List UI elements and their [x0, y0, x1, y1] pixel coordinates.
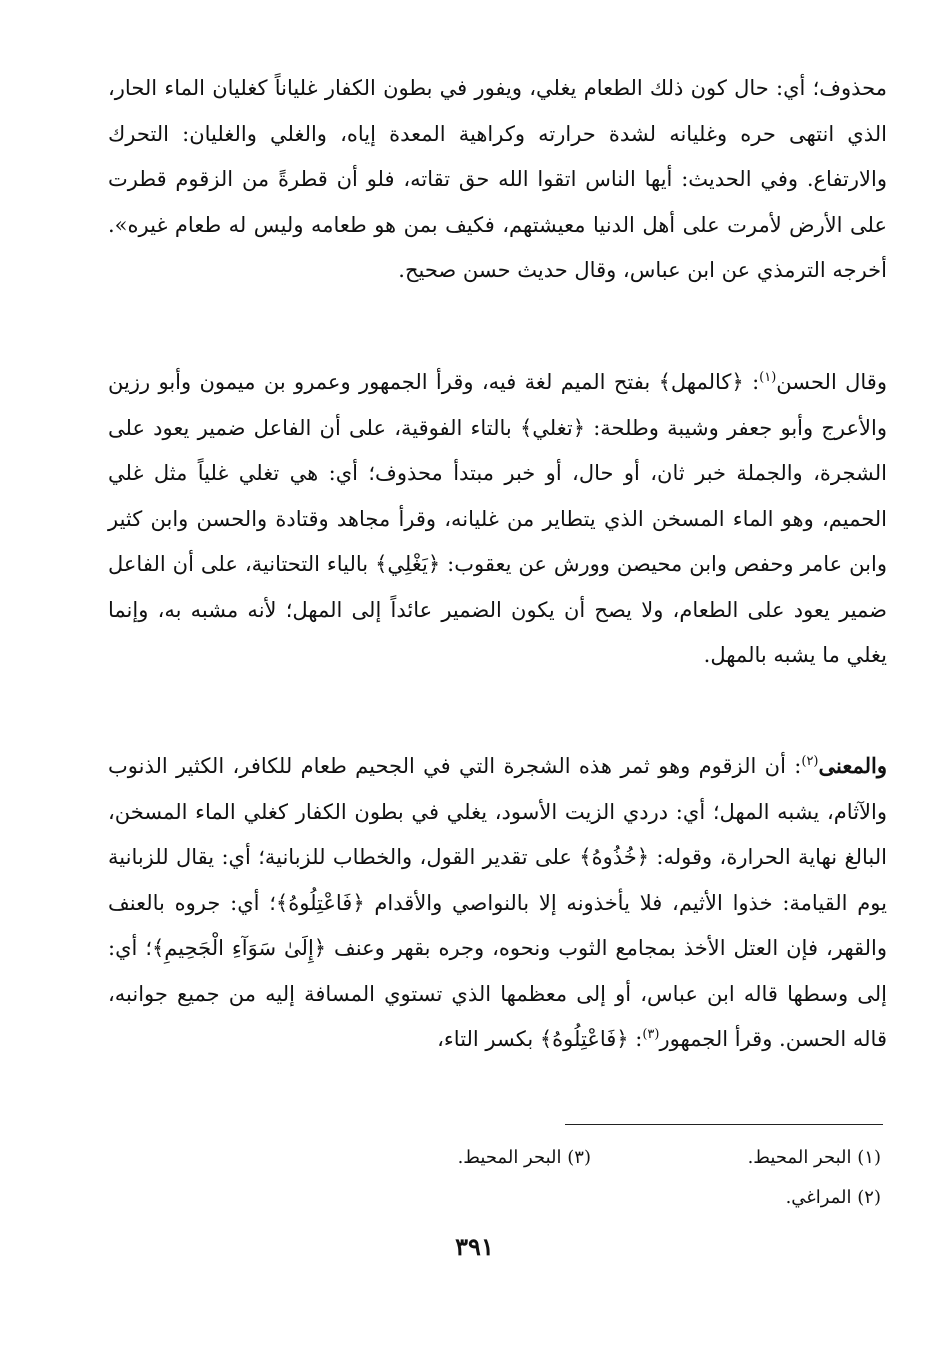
paragraph-2-lead: وقال الحسن — [776, 370, 887, 394]
paragraph-2 — [108, 360, 887, 679]
footnote-2-text: المراغي. — [785, 1187, 852, 1208]
footnote-3-number: (٣) — [567, 1147, 591, 1168]
paragraph-3-lead: والمعنى — [818, 753, 887, 778]
paragraph-1-text: محذوف؛ أي: حال كون ذلك الطعام يغلي، ويفور في بطون الكفار غلياناً كغليان الماء الحار، الذي انتهى حره وغليانه لشدة حرارته وكراهية المعدة إياه، والغلي والغليان: التحرك والارتفاع. وفي الحديث: أيها الناس اتقوا الله حق تقاته، فلو أن قطرةً من الزقوم قطرت على الأرض لأمرت على أهل الدنيا معيشتهم، فكيف بمن هو طعامه وليس له طعام غيره». أخرجه الترمذي عن ابن عباس، وقال حديث حسن صحيح. — [108, 76, 887, 282]
footnote-divider — [565, 1124, 883, 1125]
footnote-3-text: البحر المحيط. — [457, 1147, 562, 1168]
paragraph-2-text: : ﴿كالمهل﴾ بفتح الميم لغة فيه، وقرأ الجمهور وعمرو بن ميمون وأبو رزين والأعرج وأبو جعفر وشيبة وطلحة: ﴿تغلي﴾ بالتاء الفوقية، على أن الفاعل ضمير يعود على الشجرة، والجملة خبر ثان، أو حال، أو خبر مبتدأ محذوف؛ أي: هي تغلي غلياً مثل غلي الحميم، وهو الماء المسخن الذي يتطاير من غليانه، وقرأ مجاهد وقتادة والحسن وابن كثير وابن عامر وحفص وابن محيصن وورش عن يعقوب: ﴿يَغْلِي﴾ بالياء التحتانية، على أن الفاعل ضمير يعود على الطعام، ولا يصح أن يكون الضمير عائداً إلى المهل؛ لأنه مشبه به، وإنما يغلي ما يشبه بالمهل. — [108, 370, 887, 667]
footnote-row — [300, 1138, 881, 1178]
footnote-row — [300, 1178, 881, 1218]
footnote-3 — [301, 1138, 591, 1178]
footnote-marker-1: (١) — [759, 370, 777, 385]
footnote-1-number: (١) — [857, 1147, 881, 1168]
footnote-1-text: البحر المحيط. — [747, 1147, 852, 1168]
paragraph-3-text-end: : ﴿فَاعْتِلُوهُ﴾ بكسر التاء، — [437, 1027, 643, 1051]
footnote-2-number: (٢) — [857, 1187, 881, 1208]
paragraph-3 — [108, 743, 887, 1063]
footnote-1 — [591, 1138, 881, 1178]
page-number: ٣٩١ — [455, 1232, 494, 1261]
footnotes — [300, 1138, 881, 1218]
footnote-marker-2: (٢) — [801, 754, 819, 769]
paragraph-1 — [108, 66, 887, 294]
footnote-marker-3: (٣) — [642, 1027, 660, 1042]
footnote-2 — [591, 1178, 881, 1218]
paragraph-3-text: : أن الزقوم وهو ثمر هذه الشجرة التي في الجحيم طعام للكافر، الكثير الذنوب والآثام، يشبه المهل؛ أي: دردي الزيت الأسود، يغلي في بطون الكفار كغلي الماء المسخن، البالغ نهاية الحرارة، وقوله: ﴿خُذُوهُ﴾ على تقدير القول، والخطاب للزبانية؛ أي: يقال للزبانية يوم القيامة: خذوا الأثيم، فلا يأخذونه إلا بالنواصي والأقدام ﴿فَاعْتِلُوهُ﴾؛ أي: جروه بالعنف والقهر، فإن العتل الأخذ بمجامع الثوب ونحوه، وجره بقهر وعنف ﴿إِلَىٰ سَوَآءِ الْجَحِيمِ﴾؛ أي: إلى وسطها قاله ابن عباس، أو إلى معظمها الذي تستوي المسافة إليه من جميع جوانبه، قاله الحسن. وقرأ الجمهور — [108, 754, 887, 1051]
